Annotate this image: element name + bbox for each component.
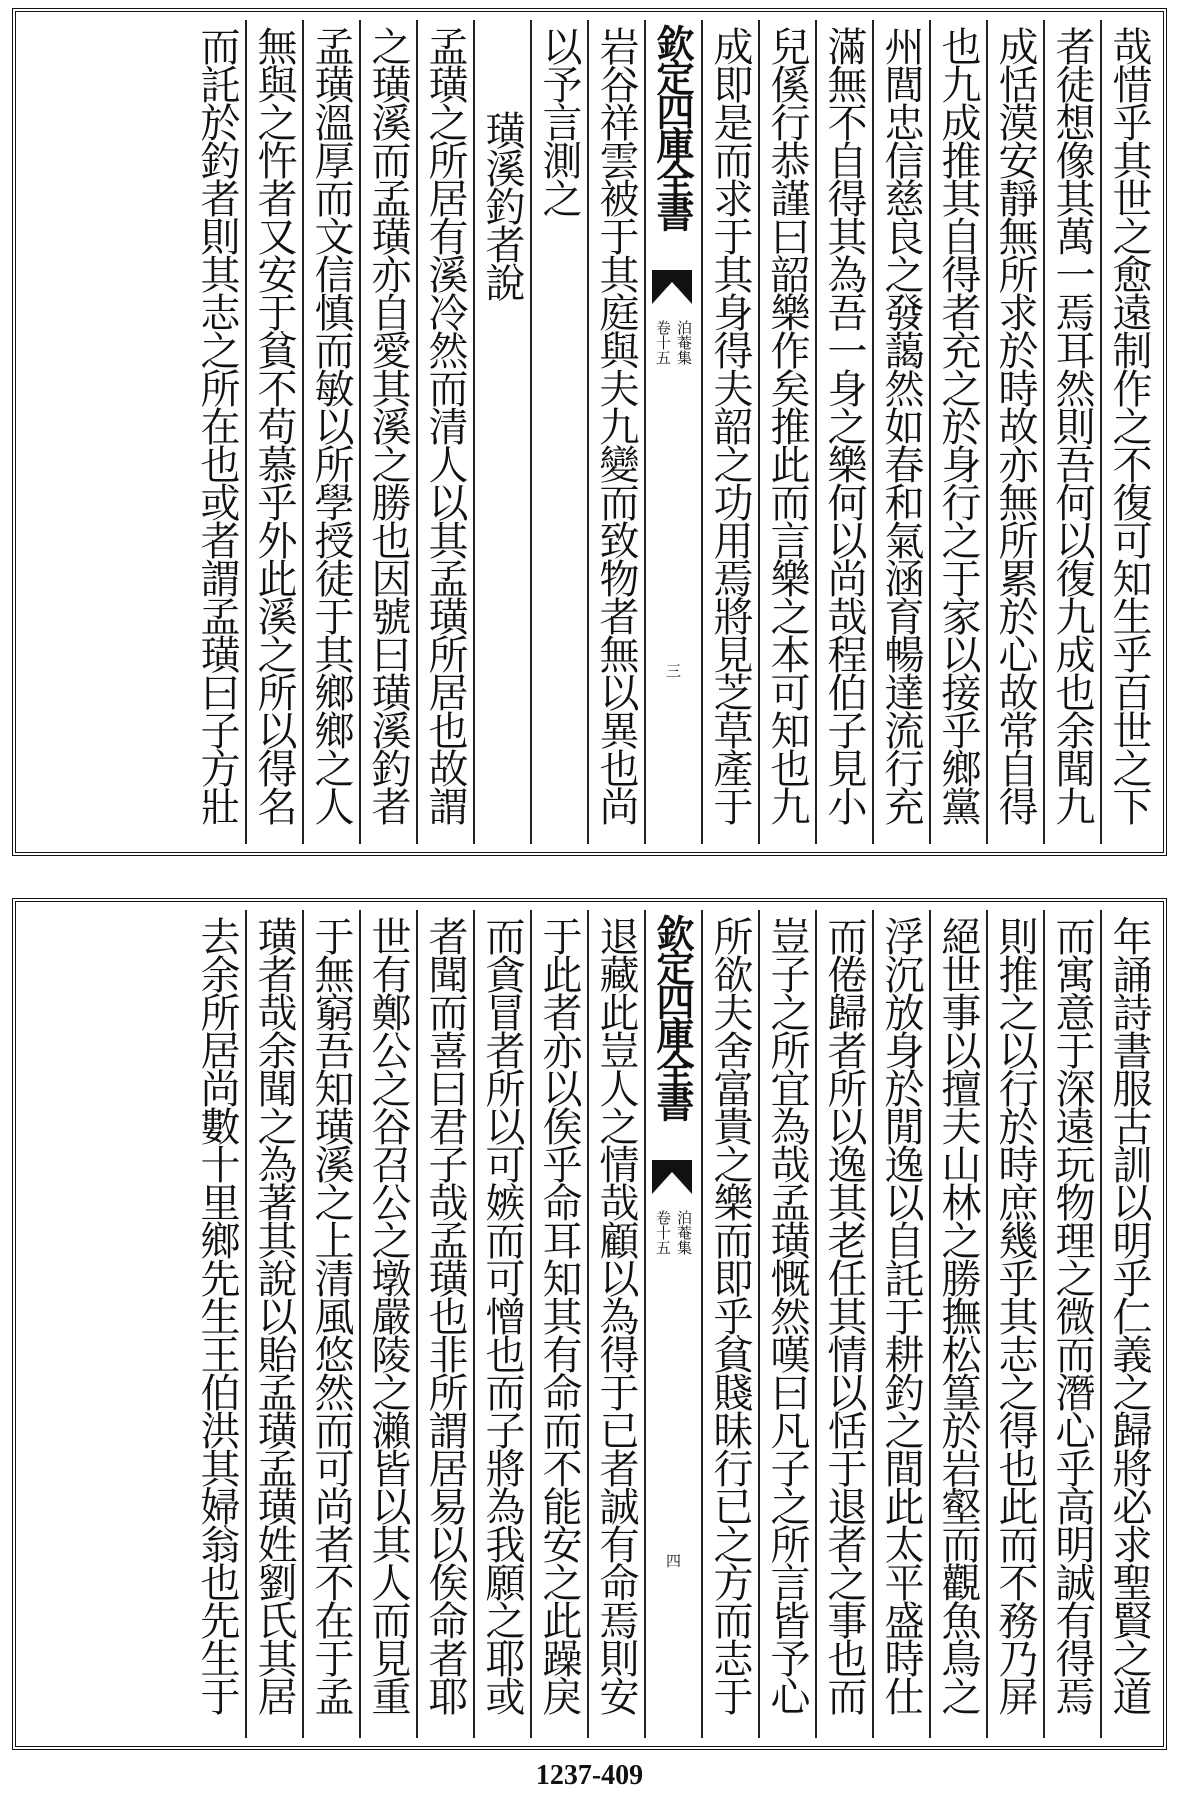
text-column: 岩谷祥雲被于其庭與夫九變而致物者無以異也尚 — [587, 20, 644, 844]
text-column: 哉惜乎其世之愈遠制作之不復可知生乎百世之下 — [1100, 20, 1157, 844]
text-column: 州閭忠信慈良之發藹然如春和氣涵育暢達流行充 — [872, 20, 929, 844]
fish-tail-mark-icon — [652, 270, 692, 304]
banner-title: 欽定四庫全書 — [650, 24, 695, 228]
center-banner — [644, 910, 701, 1738]
page-code-footer: 1237-409 — [535, 1760, 644, 1791]
text-column: 年誦詩書服古訓以明乎仁義之歸將必求聖賢之道 — [1100, 910, 1157, 1738]
text-column: 于此者亦以俟乎命耳知其有命而不能安之此躁戾 — [530, 910, 587, 1738]
text-column: 孟璜溫厚而文信慎而敏以所學授徒于其鄉鄉之人 — [302, 20, 359, 844]
text-column: 滿無不自得其為吾一身之樂何以尚哉程伯子見小 — [815, 20, 872, 844]
text-column: 兒傒行恭謹曰韶樂作矣推此而言樂之本可知也九 — [758, 20, 815, 844]
bottom-page — [12, 898, 1167, 1750]
text-column: 而寓意于深遠玩物理之微而潛心乎高明誠有得焉 — [1043, 910, 1100, 1738]
text-column: 而託於釣者則其志之所在也或者謂孟璜曰子方壯 — [194, 26, 240, 824]
text-column: 成即是而求于其身得夫韶之功用焉將見芝草產于 — [701, 20, 758, 844]
text-column: 之璜溪而孟璜亦自愛其溪之勝也因號曰璜溪釣者 — [359, 20, 416, 844]
text-column: 以予言測之 — [530, 20, 587, 844]
banner-title: 欽定四庫全書 — [650, 914, 695, 1118]
text-column: 而貪冒者所以可嫉而可憎也而子將為我願之耶或 — [473, 910, 530, 1738]
text-column: 世有鄭公之谷召公之墩嚴陵之瀨皆以其人而見重 — [359, 910, 416, 1738]
fish-tail-mark-icon — [652, 1160, 692, 1194]
banner-book-title: 泊菴集 — [675, 320, 693, 365]
text-column: 也九成推其自得者充之於身行之于家以接乎鄉黨 — [929, 20, 986, 844]
text-column: 璜者哉余聞之為著其說以貽孟璜孟璜姓劉氏其居 — [245, 910, 302, 1738]
text-column: 成恬漠安靜無所求於時故亦無所累於心故常自得 — [986, 20, 1043, 844]
text-column: 于無窮吾知璜溪之上清風悠然而可尚者不在于孟 — [302, 910, 359, 1738]
bottom-page-columns — [22, 910, 1157, 1738]
banner-volume: 卷十五 — [654, 320, 672, 365]
text-column: 者徒想像其萬一焉耳然則吾何以復九成也余聞九 — [1043, 20, 1100, 844]
text-column: 絕世事以擅夫山林之勝撫松篁於岩壑而觀魚鳥之 — [929, 910, 986, 1738]
banner-volume: 卷十五 — [654, 1210, 672, 1255]
banner-book-title: 泊菴集 — [675, 1210, 693, 1255]
text-column: 則推之以行於時庶幾乎其志之得也此而不務乃屏 — [986, 910, 1043, 1738]
center-banner — [644, 20, 701, 844]
text-column: 者聞而喜曰君子哉孟璜也非所謂居易以俟命者耶 — [416, 910, 473, 1738]
text-column: 退藏此豈人之情哉顧以為得于已者誠有命焉則安 — [587, 910, 644, 1738]
text-column: 無與之忤者又安于貧不苟慕乎外此溪之所以得名 — [245, 20, 302, 844]
text-column: 所欲夫舍富貴之樂而即乎貧賤昧行已之方而志于 — [701, 910, 758, 1738]
text-column: 浮沉放身於閒逸以自託于耕釣之間此太平盛時仕 — [872, 910, 929, 1738]
text-column: 豈子之所宜為哉孟璜慨然嘆曰凡子之所言皆予心 — [758, 910, 815, 1738]
top-page-columns — [22, 20, 1157, 844]
text-column: 去余所居尚數十里鄉先生王伯洪其婦翁也先生于 — [194, 916, 240, 1714]
text-column: 而倦歸者所以逸其老任其情以恬于退者之事也而 — [815, 910, 872, 1738]
top-page — [12, 8, 1167, 856]
section-heading: 璜溪釣者說 — [473, 20, 530, 844]
banner-page-number: 三 — [665, 662, 681, 680]
banner-page-number: 四 — [665, 1552, 681, 1570]
text-column: 孟璜之所居有溪冷然而清人以其孟璜所居也故謂 — [416, 20, 473, 844]
